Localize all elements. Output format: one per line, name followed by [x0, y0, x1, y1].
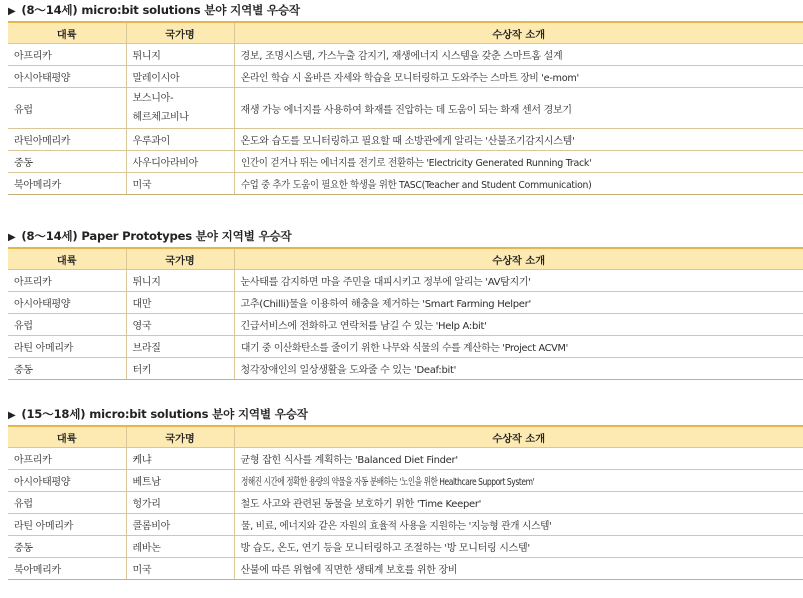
description-cell: 경보, 조명시스템, 가스누출 감지기, 재생에너지 시스템을 갖춘 스마트홈 설계 — [234, 44, 803, 66]
table-row — [8, 44, 803, 66]
description-cell: 고추(Chilli)물을 이용하여 해충을 제거하는 'Smart Farming Helper' — [234, 292, 803, 314]
description-cell: 청각장애인의 일상생활을 도와줄 수 있는 'Deaf:bit' — [234, 358, 803, 380]
table-row — [8, 448, 803, 470]
country-cell: 미국 — [126, 558, 234, 580]
country-cell: 사우디아라비아 — [126, 151, 234, 173]
section-title — [8, 406, 803, 422]
country-line-2: 헤르체고비나 — [132, 112, 189, 123]
table-row — [8, 151, 803, 173]
continent-cell: 유럽 — [8, 492, 126, 514]
continent-cell: 라틴 아메리카 — [8, 336, 126, 358]
description-text: 온라인 학습 시 올바른 자세와 학습을 모니터링하고 도와주는 스마트 장비 'e-mom' — [240, 73, 579, 84]
awards-table — [8, 425, 803, 580]
continent-cell: 중동 — [8, 358, 126, 380]
description-cell — [234, 336, 803, 358]
header-description: 수상작 소개 — [234, 426, 803, 448]
table-row — [8, 66, 803, 88]
awards-table — [8, 21, 803, 195]
awards-table — [8, 247, 803, 380]
section-microbit-15-18 — [8, 406, 803, 580]
continent-cell: 아프리카 — [8, 44, 126, 66]
country-cell: 헝가리 — [126, 492, 234, 514]
country-cell: 콜롬비아 — [126, 514, 234, 536]
description-cell: 균형 잡힌 식사를 계획하는 'Balanced Diet Finder' — [234, 448, 803, 470]
section-title-text: (8～14세) micro:bit solutions 분야 지역별 우승작 — [21, 3, 300, 17]
table-row — [8, 292, 803, 314]
country-cell: 튀니지 — [126, 44, 234, 66]
table-header-row — [8, 248, 803, 270]
table-row — [8, 470, 803, 492]
table-row — [8, 536, 803, 558]
continent-cell: 북아메리카 — [8, 173, 126, 195]
description-cell — [234, 514, 803, 536]
arrow-icon: ▶ — [8, 232, 16, 243]
country-cell: 튀니지 — [126, 270, 234, 292]
header-country: 국가명 — [126, 248, 234, 270]
section-paper-prototypes-8-14 — [8, 228, 803, 380]
arrow-icon: ▶ — [8, 6, 16, 17]
country-cell: 미국 — [126, 173, 234, 195]
description-cell: 방 습도, 온도, 연기 등을 모니터링하고 조절하는 '방 모니터링 시스템' — [234, 536, 803, 558]
table-row — [8, 492, 803, 514]
table-row — [8, 514, 803, 536]
section-title — [8, 228, 803, 244]
section-title-text: (15～18세) micro:bit solutions 분야 지역별 우승작 — [21, 407, 308, 421]
header-country: 국가명 — [126, 22, 234, 44]
table-row — [8, 314, 803, 336]
table-row — [8, 358, 803, 380]
table-row — [8, 129, 803, 151]
section-title-text: (8～14세) Paper Prototypes 분야 지역별 우승작 — [21, 229, 292, 243]
description-text: 수업 중 추가 도움이 필요한 학생을 위한 TASC(Teacher and Student Communication) — [240, 180, 591, 191]
continent-cell: 중동 — [8, 151, 126, 173]
continent-cell: 아프리카 — [8, 270, 126, 292]
description-cell — [234, 470, 803, 492]
continent-cell: 라틴 아메리카 — [8, 514, 126, 536]
description-cell: 재생 가능 에너지를 사용하여 화재를 진압하는 데 도움이 되는 화재 센서 경보기 — [234, 88, 803, 129]
header-country: 국가명 — [126, 426, 234, 448]
country-cell: 베트남 — [126, 470, 234, 492]
country-cell: 대만 — [126, 292, 234, 314]
section-title — [8, 2, 803, 18]
description-cell — [234, 151, 803, 173]
header-description: 수상작 소개 — [234, 248, 803, 270]
table-row — [8, 270, 803, 292]
country-cell: 우루과이 — [126, 129, 234, 151]
country-cell: 말레이시아 — [126, 66, 234, 88]
country-cell — [126, 88, 234, 129]
country-cell: 영국 — [126, 314, 234, 336]
country-line-1: 보스니아- — [132, 93, 174, 104]
table-header-row — [8, 22, 803, 44]
header-continent: 대륙 — [8, 22, 126, 44]
description-cell: 온도와 습도를 모니터링하고 필요할 때 소방관에게 알리는 '산불조기감지시스템' — [234, 129, 803, 151]
header-description: 수상작 소개 — [234, 22, 803, 44]
country-cell: 브라질 — [126, 336, 234, 358]
description-text: 정해진 시간에 정확한 용량의 약물을 자동 분배하는 '노인을 위한 Healthcare Support System' — [240, 477, 534, 488]
continent-cell: 유럽 — [8, 314, 126, 336]
description-text: 인간이 걷거나 뛰는 에너지를 전기로 전환하는 'Electricity Generated Running Track' — [240, 158, 591, 169]
table-row — [8, 558, 803, 580]
country-cell: 터키 — [126, 358, 234, 380]
table-row — [8, 173, 803, 195]
country-cell: 레바논 — [126, 536, 234, 558]
arrow-icon: ▶ — [8, 410, 16, 421]
table-row — [8, 88, 803, 129]
continent-cell: 북아메리카 — [8, 558, 126, 580]
header-continent: 대륙 — [8, 248, 126, 270]
description-text: 물, 비료, 에너지와 같은 자원의 효율적 사용을 지원하는 '지능형 관개 시스템' — [240, 521, 552, 532]
description-cell: 긴급서비스에 전화하고 연락처를 남길 수 있는 'Help A:bit' — [234, 314, 803, 336]
description-cell: 눈사태를 감지하면 마을 주민을 대피시키고 정부에 알리는 'AV탐지기' — [234, 270, 803, 292]
description-cell: 산불에 따른 위협에 직면한 생태계 보호를 위한 장비 — [234, 558, 803, 580]
header-continent: 대륙 — [8, 426, 126, 448]
section-microbit-8-14 — [8, 2, 803, 195]
continent-cell: 아시아태평양 — [8, 470, 126, 492]
continent-cell: 중동 — [8, 536, 126, 558]
description-cell: 철도 사고와 관련된 동물을 보호하기 위한 'Time Keeper' — [234, 492, 803, 514]
description-cell — [234, 173, 803, 195]
continent-cell: 아시아태평양 — [8, 66, 126, 88]
continent-cell: 유럽 — [8, 88, 126, 129]
table-header-row — [8, 426, 803, 448]
description-text: 대기 중 이산화탄소를 줄이기 위한 나무와 식물의 수를 계산하는 'Project ACVM' — [240, 343, 568, 354]
continent-cell: 라틴아메리카 — [8, 129, 126, 151]
continent-cell: 아시아태평양 — [8, 292, 126, 314]
description-cell — [234, 66, 803, 88]
table-row — [8, 336, 803, 358]
continent-cell: 아프리카 — [8, 448, 126, 470]
country-cell: 케냐 — [126, 448, 234, 470]
